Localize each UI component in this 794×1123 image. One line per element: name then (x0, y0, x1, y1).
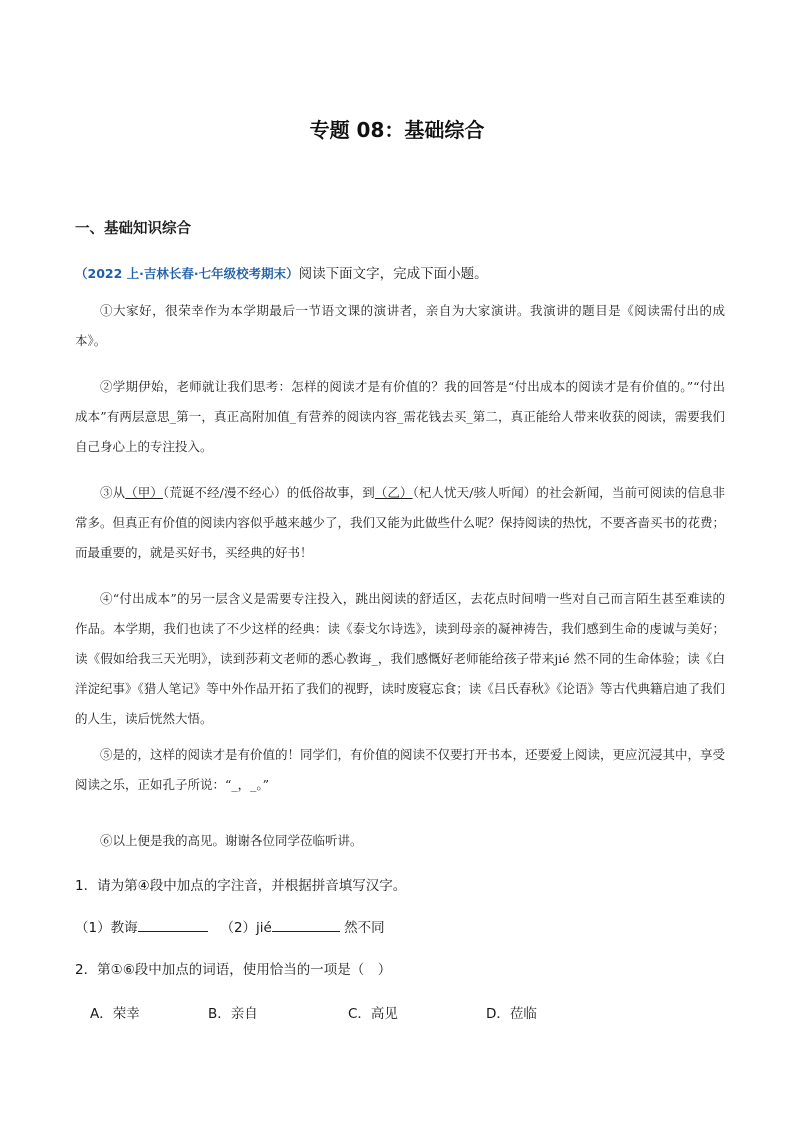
question-2-options (90, 1002, 537, 1022)
reading-intro (75, 262, 488, 282)
question-2: 2．第①⑥段中加点的词语，使用恰当的一项是（ ） (75, 962, 392, 978)
q1-answer-blank-2[interactable] (272, 917, 340, 932)
paragraph-3-start: ③从 (100, 485, 126, 500)
question-1-parts (75, 916, 385, 936)
intro-text: 阅读下面文字，完成下面小题。 (298, 266, 488, 282)
paragraph-6: ⑥以上便是我的高见。谢谢各位同学莅临听讲。 (100, 833, 363, 848)
option-c[interactable]: C．高见 (348, 1006, 398, 1022)
option-b[interactable]: B．亲自 (208, 1006, 258, 1022)
section-heading: 一、基础知识综合 (75, 221, 191, 237)
blank-jia: （甲） (125, 485, 163, 500)
paragraph-3 (75, 478, 725, 568)
q1-part-1-label: （1）教诲 (75, 920, 138, 936)
q1-answer-blank-1[interactable] (138, 917, 208, 932)
paragraph-2: ②学期伊始，老师就让我们思考：怎样的阅读才是有价值的？我的回答是“付出成本的阅读才是有价值的。”“付出成本”有两层意思_第一，真正高附加值_有营养的阅读内容_需花钱去买_第二，真正能给人带来收获的阅读，需要我们自己身心上的专注投入。 (75, 379, 725, 454)
q1-part-2-label: （2）jié (220, 920, 272, 936)
paragraph-3-middle: （荒诞不经/漫不经心）的低俗故事，到 (162, 485, 375, 500)
page-title: 专题 08：基础综合 (309, 118, 485, 142)
paragraph-4: ④“付出成本”的另一层含义是需要专注投入，跳出阅读的舒适区，去花点时间啃一些对自己而言陌生甚至难读的作品。本学期，我们也读了不少这样的经典：读《泰戈尔诗选》，读到母亲的凝神祷告，我们感到生命的虔诚与美好；读《假如给我三天光明》，读到莎莉文老师的悉心教诲_，我们感慨好老师能给孩子带来jié 然不同的生命体验；读《白洋淀纪事》《猎人笔记》等中外作品开拓了我们的视野，读时废寝忘食；读《吕氏春秋》《论语》等古代典籍启迪了我们的人生，读后恍然大悟。 (75, 591, 726, 726)
option-d[interactable]: D．莅临 (486, 1006, 537, 1022)
q1-part-2-tail: 然不同 (344, 920, 385, 936)
paragraph-3-end: （杞人忧天/骇人听闻）的社会新闻，当前可阅读的信息非常多。但真正有价值的阅读内容似乎越来越少了，我们又能为此做些什么呢？保持阅读的热忱，不要吝啬买书的花费；而最重要的，就是买好书，买经典的好书！ (75, 485, 726, 560)
question-source: （2022 上·吉林长春·七年级校考期末） (75, 266, 299, 281)
blank-yi: （乙） (374, 485, 413, 500)
question-1: 1．请为第④段中加点的字注音，并根据拼音填写汉字。 (75, 878, 407, 894)
option-a[interactable]: A．荣幸 (90, 1006, 140, 1022)
paragraph-1: ①大家好，很荣幸作为本学期最后一节语文课的演讲者，亲自为大家演讲。我演讲的题目是《阅读需付出的成本》。 (75, 303, 725, 348)
paragraph-5: ⑤是的，这样的阅读才是有价值的！同学们，有价值的阅读不仅要打开书本，还要爱上阅读，更应沉浸其中，享受阅读之乐，正如孔子所说：“_，_。” (75, 747, 726, 792)
